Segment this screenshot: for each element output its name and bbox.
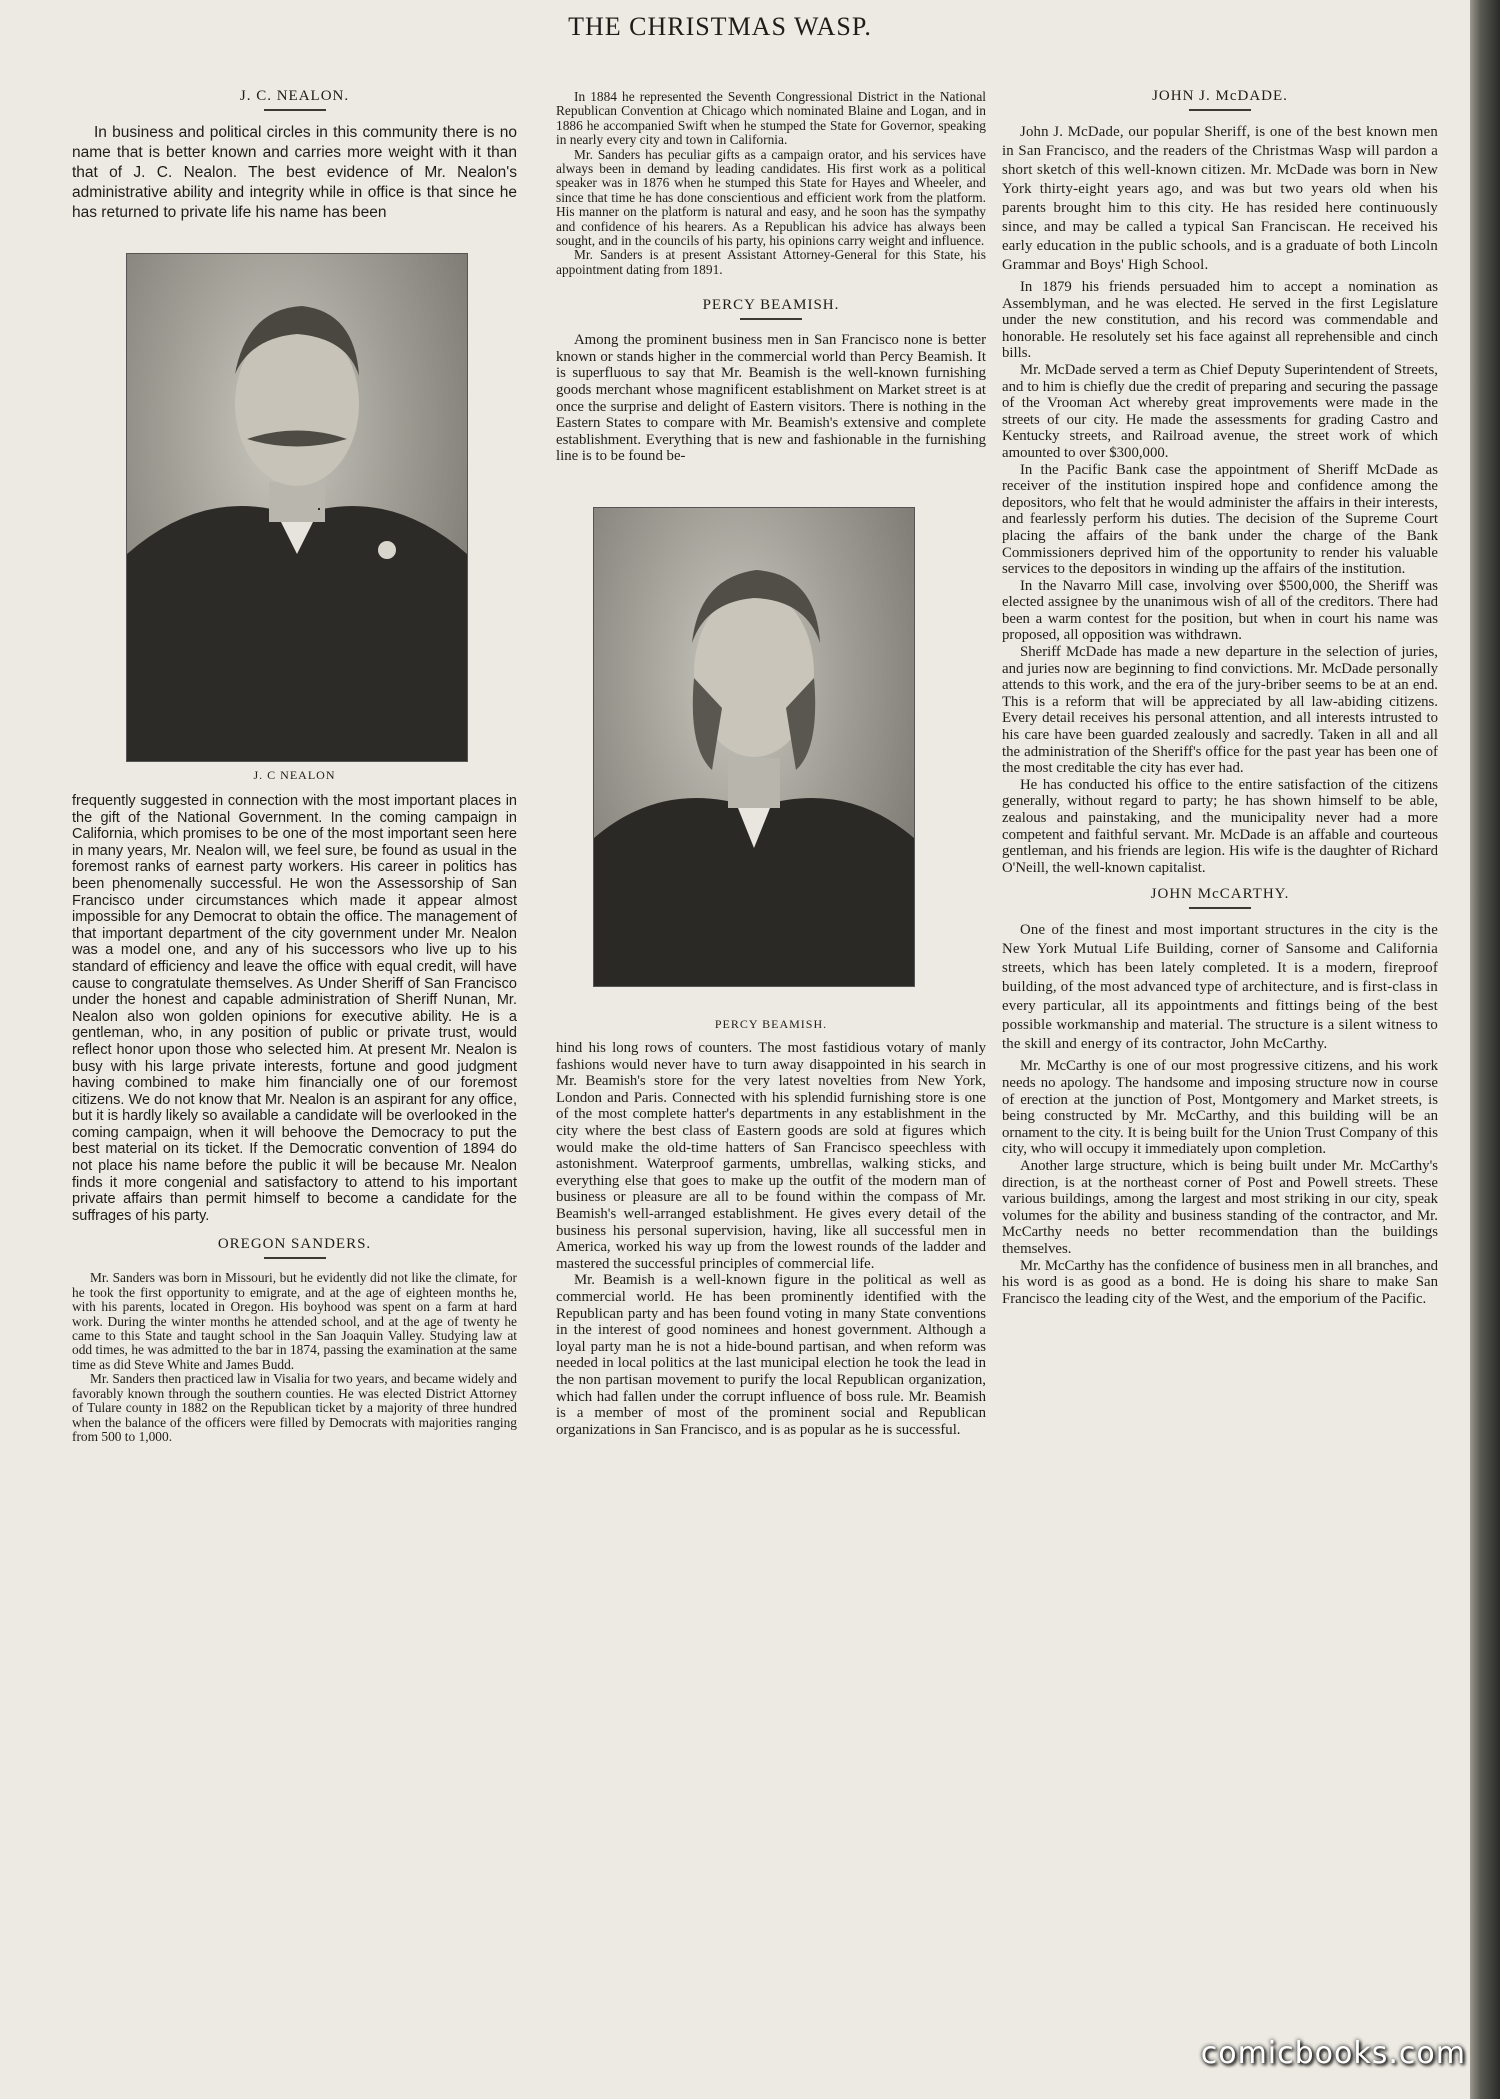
heading-nealon: J. C. NEALON.: [239, 88, 350, 104]
heading-rule: [740, 318, 802, 320]
mcdade-p5: In the Navarro Mill case, involving over $500,000, the Sheriff was elected assignee by the unanimous wish of all of the creditors. There had been a warm contest for the position, but when in court his name was proposed, all opposition was withdrawn.: [1002, 577, 1438, 644]
heading-beamish: PERCY BEAMISH.: [702, 297, 840, 314]
sanders-p3: In 1884 he represented the Seventh Congressional District in the National Republican Convention at Chicago which nominated Blaine and Logan, and in 1886 he accompanied Swift when he stumped the State for Governor, speaking in nearly every city and town in California.: [556, 89, 986, 148]
caption-nealon: J. C NEALON: [253, 768, 336, 782]
article-mcdade: [1002, 88, 1438, 876]
mcdade-p7: He has conducted his office to the entire satisfaction of the citizens generally, without regard to party; he has shown himself to be able, zealous and painstaking, and the municipality never had a more competent and faithful servant. Mr. McDade is an affable and courteous gentleman, and his friends are legion. His wife is the daughter of Richard O'Neill, the well-known capitalist.: [1002, 776, 1438, 876]
article-mccarthy: [1002, 886, 1438, 1307]
article-sanders: [72, 1236, 517, 1444]
article-sanders-continued: [556, 90, 986, 277]
nealon-body: frequently suggested in connection with the most important places in the gift of the National Government. In the coming campaign in California, which promises to be one of the most important seen here in many years, Mr. Nealon will, we feel sure, be found as usual in the foremost ranks of earnest party workers. His career in politics has been phenomenally successful. He won the Assessorship of San Francisco under circumstances which made it appear almost impossible for any Democrat to obtain the office. The management of that important department of the city government under Mr. Nealon was a model one, and any of his successors who live up to his standard of efficiency and leave the office with equal credit, will have cause to congratulate themselves. As Under Sheriff of San Francisco under the honest and capable administration of Sheriff Nunan, Mr. Nealon also won golden opinions for executive ability. He is a gentleman, who, in any position of public or private trust, would reflect honor upon those who selected him. At present Mr. Nealon is busy with his large private interests, fortune and good judgment having combined to make him financially one of our foremost citizens. We do not know that Mr. Nealon is an aspirant for any office, but it is hardly likely so available a candidate will be overlooked in the coming campaign, when it will behoove the Democracy to put the best material on its ticket. If the Democratic convention of 1894 do not place his name before the public it will be because Mr. Nealon finds it more congenial and satisfactory to attend to his important private affairs than permit himself to become a candidate for the suffrages of his party.: [72, 793, 517, 1224]
beamish-p1: hind his long rows of counters. The most fastidious votary of manly fashions would never have to turn away disappointed in his search in Mr. Beamish's store for the very latest novelties from New York, London and Paris. Connected with his splendid furnishing store is one of the most complete hatter's departments in any establishment in the city where the best class of Eastern goods are sold at figures which would make the old-time hatters of San Francisco speechless with astonishment. Waterproof garments, umbrellas, walking sticks, and everything else that goes to make up the outfit of the modern man of business or pleasure are all to be found within the compass of Mr. Beamish's well-arranged establishment. He gives every detail of the business his personal supervision, having, like all successful men in America, worked his way up from the lowest rounds of the ladder and mastered the successful principles of commercial life.: [556, 1040, 986, 1272]
heading-rule: [264, 109, 326, 111]
portrait-figure-beamish: [556, 507, 986, 1032]
running-head: THE CHRISTMAS WASP.: [568, 12, 872, 41]
mccarthy-p4: Mr. McCarthy has the confidence of business men in all branches, and his word is as good as a bond. He is doing his share to make San Francisco the leading city of the West, and the emporium of the Pacific.: [1002, 1257, 1438, 1307]
nealon-intro: In business and political circles in this community there is no name that is better known and carries more weight with it than that of J. C. Nealon. The best evidence of Mr. Nealon's administrative ability and integrity while in office is that since he has returned to private life his name has been: [72, 124, 517, 221]
watermark: comicbooks.com: [1200, 2036, 1466, 2071]
mccarthy-p2: Mr. McCarthy is one of our most progressive citizens, and his work needs no apology. The handsome and imposing structure now in course of erection at the junction of Post, Montgomery and Market streets, is being constructed by Mr. McCarthy, and this building will be an ornament to the city. It is being built for the Union Trust Company of this city, who will occupy it immediately upon completion.: [1002, 1058, 1438, 1158]
sanders-p1: Mr. Sanders was born in Missouri, but he evidently did not like the climate, for he took the first opportunity to emigrate, and at the age of eighteen months he, with his parents, located in Oregon. His boyhood was spent on a farm at hard work. During the winter months he attended school, and at the age of twenty he came to this State and taught school in the San Joaquin Valley. Studying law at odd times, he was admitted to the bar in 1874, passing the examination at the same time as did Steve White and James Budd.: [72, 1270, 517, 1372]
beamish-intro: Among the prominent business men in San Francisco none is better known or stands higher in the commercial world than Percy Beamish. It is superfluous to say that Mr. Beamish is the well-known furnishing goods merchant whose magnificent establishment on Market street is at once the surprise and delight of Eastern visitors. There is nothing in the Eastern States to compare with Mr. Beamish's extensive and complete establishment. Everything that is new and fashionable in the furnishing line is to be found be-: [556, 332, 986, 465]
sanders-p5: Mr. Sanders is at present Assistant Attorney-General for this State, his appointment dating from 1891.: [556, 247, 986, 277]
sanders-p2: Mr. Sanders then practiced law in Visalia for two years, and became widely and favorably known through the southern counties. He was elected District Attorney of Tulare county in 1882 on the Republican ticket by a majority of three hundred when the balance of the officers were filled by Democrats with majorities ranging from 500 to 1,000.: [72, 1371, 517, 1444]
mccarthy-p1: One of the finest and most important structures in the city is the New York Mutual Life Building, corner of Sansome and California streets, which has been lately completed. It is a modern, fireproof building, of the most advanced type of architecture, and is first-class in every particular, all its appointments and fittings being of the best possible workmanship and material. The structure is a silent witness to the skill and energy of its contractor, John McCarthy.: [1002, 922, 1438, 1053]
article-nealon: [72, 88, 517, 1224]
binding-edge: [1470, 0, 1500, 2099]
portrait-figure-nealon: [72, 253, 517, 783]
mcdade-p1: John J. McDade, our popular Sheriff, is one of the best known men in San Francisco, and the readers of the Christmas Wasp will pardon a short sketch of this well-known citizen. Mr. McDade was born in New York thirty-eight years ago, and was but two years old when his parents brought him to this city. He has resided here continuously since, and may be called a typical San Franciscan. He received his early education in the public schools, and is a graduate of both Lincoln Grammar and Boys' High School.: [1002, 124, 1438, 273]
caption-beamish: PERCY BEAMISH.: [714, 1017, 828, 1032]
heading-mccarthy: JOHN McCARTHY.: [1150, 886, 1290, 903]
portrait-nealon: [126, 253, 468, 762]
heading-rule: [1189, 907, 1251, 909]
column-1: [72, 80, 517, 2070]
article-beamish: [556, 297, 986, 1438]
heading-mcdade: JOHN J. McDADE.: [1152, 88, 1288, 104]
mcdade-p6: Sheriff McDade has made a new departure in the selection of juries, and juries now are beginning to find convictions. Mr. McDade personally attends to this work, and the era of the jury-briber seems to be at an end. This is a reform that will be appreciated by all law-abiding citizens. Every detail receives his personal attention, and all interests intrusted to his care have been guarded zealously and sacredly. Taken in all and all the administration of the Sheriff's office for the past year has been one of the most creditable the city has ever had.: [1002, 644, 1438, 777]
sanders-p4: Mr. Sanders has peculiar gifts as a campaign orator, and his services have always been in demand by leading candidates. His first work as a political speaker was in 1876 when he stumped this State for Hayes and Wheeler, and since that time he has done conscientious and efficient work from the platform. His manner on the platform is natural and easy, and he soon has the sympathy and confidence of his hearers. As a Republican his advice has always been sought, and in the councils of his party, his opinions carry weight and influence.: [556, 146, 986, 249]
beamish-p2: Mr. Beamish is a well-known figure in the political as well as commercial world. He has been prominently identified with the Republican party and has been found voting in many State conventions in the interest of good nominees and honest government. Although a loyal party man he is not a hide-bound partisan, and when reform was needed in local politics at the last municipal election he took the lead in the non partisan movement to purify the local Republican organization, which had fallen under the corrupt influence of boss rule. Mr. Beamish is a member of most of the prominent social and Republican organizations in San Francisco, and is as popular as he is successful.: [556, 1272, 986, 1438]
heading-rule: [1189, 109, 1251, 111]
mcdade-p3: Mr. McDade served a term as Chief Deputy Superintendent of Streets, and to him is chiefly due the credit of preparing and securing the passage of the Vrooman Act whereby great improvements were made in the streets of our city. He made the assessments for grading Castro and Kentucky streets, and Railroad avenue, the street work of which amounted to over $300,000.: [1002, 361, 1438, 461]
mcdade-p4: In the Pacific Bank case the appointment of Sheriff McDade as receiver of the institution inspired hope and confidence among the depositors, who felt that he would administer the affairs in their interests, and fearlessly perform his duties. The decision of the Supreme Court placing the affairs of the bank under the charge of the Bank Commissioners deprived him of the opportunity to render his valuable services to the depositors in winding up the affairs of the institution.: [1002, 461, 1438, 578]
column-2: [556, 80, 986, 2070]
heading-sanders: OREGON SANDERS.: [217, 1236, 372, 1253]
column-3: [1002, 80, 1438, 2070]
portrait-beamish: [593, 507, 915, 987]
heading-rule: [264, 1257, 326, 1259]
mcdade-p2: In 1879 his friends persuaded him to accept a nomination as Assemblyman, and he was elected. He served in the first Legislature under the new constitution, and his record was commendable and honorable. He resolutely set his face against all reprehensible and cinch bills.: [1002, 279, 1438, 362]
mccarthy-p3: Another large structure, which is being built under Mr. McCarthy's direction, is at the northeast corner of Post and Powell streets. These various buildings, among the largest and most striking in our city, speak volumes for the ability and business standing of the contractor, and Mr. McCarthy needs no better recommendation than the buildings themselves.: [1002, 1157, 1438, 1257]
